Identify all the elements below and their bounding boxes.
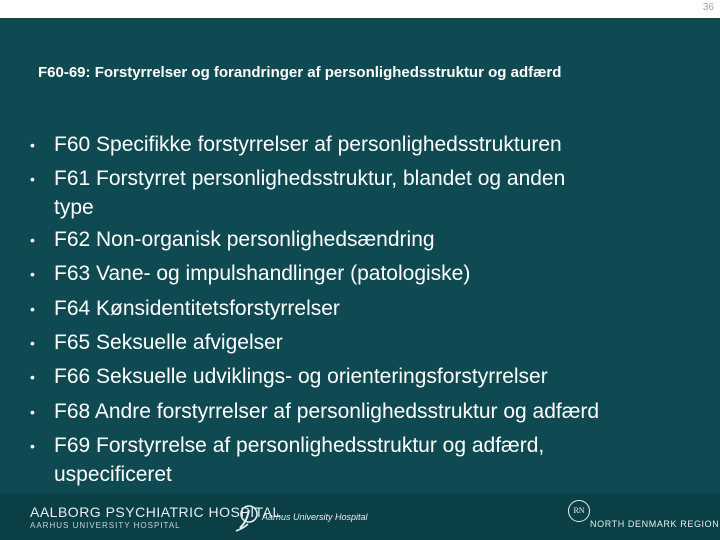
bullet-dot-icon: • bbox=[30, 300, 35, 317]
bullet-dot-icon: • bbox=[30, 369, 35, 386]
bullet-dot-icon: • bbox=[30, 231, 35, 248]
bullet-text: F62 Non-organisk personlighedsændring bbox=[54, 227, 435, 251]
footer-bar bbox=[0, 494, 720, 540]
bullet-dot-icon: • bbox=[30, 137, 35, 153]
bullet-text: F63 Vane- og impulshandlinger (patologiske) bbox=[54, 262, 471, 286]
bullet-text-continuation: type bbox=[54, 195, 94, 219]
list-item bbox=[30, 257, 710, 291]
slide-number: 36 bbox=[702, 2, 714, 13]
region-name: NORTH DENMARK REGION bbox=[590, 519, 720, 529]
top-strip bbox=[0, 0, 720, 18]
slide-title: F60-69: Forstyrrelser og forandringer af personlighedsstruktur og adfærd bbox=[38, 64, 562, 81]
bullet-text: F68 Andre forstyrrelser af personlighedsstruktur og adfærd bbox=[54, 399, 600, 423]
bullet-text: F61 Forstyrret personlighedsstruktur, blandet og anden bbox=[54, 167, 566, 191]
list-item bbox=[30, 162, 710, 222]
bullet-dot-icon: • bbox=[30, 266, 35, 283]
list-item bbox=[30, 128, 710, 162]
bullet-dot-icon: • bbox=[30, 171, 35, 188]
list-item bbox=[30, 360, 710, 394]
hospital-subtitle: AARHUS UNIVERSITY HOSPITAL bbox=[30, 521, 181, 530]
bullet-text: F69 Forstyrrelse af personlighedsstruktur og adfærd, bbox=[54, 434, 545, 458]
bullet-text: F64 Kønsidentitetsforstyrrelser bbox=[54, 296, 340, 320]
region-seal-icon: RN bbox=[568, 500, 590, 522]
bullet-list bbox=[30, 128, 710, 490]
bullet-text: F60 Specifikke forstyrrelser af personlighedsstrukturen bbox=[54, 133, 562, 156]
bullet-dot-icon: • bbox=[30, 335, 35, 352]
aarhus-university-logo-icon bbox=[232, 502, 262, 534]
bullet-dot-icon: • bbox=[30, 438, 35, 455]
hospital-name: AALBORG PSYCHIATRIC HOSPITAL bbox=[30, 504, 281, 520]
bullet-text: F65 Seksuelle afvigelser bbox=[54, 331, 283, 355]
list-item bbox=[30, 326, 710, 360]
university-name: Aarhus University Hospital bbox=[262, 512, 368, 522]
list-item bbox=[30, 223, 710, 257]
list-item bbox=[30, 429, 710, 489]
bullet-text: F66 Seksuelle udviklings- og orienteringsforstyrrelser bbox=[54, 365, 548, 389]
list-item bbox=[30, 292, 710, 326]
bullet-text-continuation: uspecificeret bbox=[54, 462, 172, 486]
bullet-dot-icon: • bbox=[30, 403, 35, 420]
list-item bbox=[30, 395, 710, 429]
